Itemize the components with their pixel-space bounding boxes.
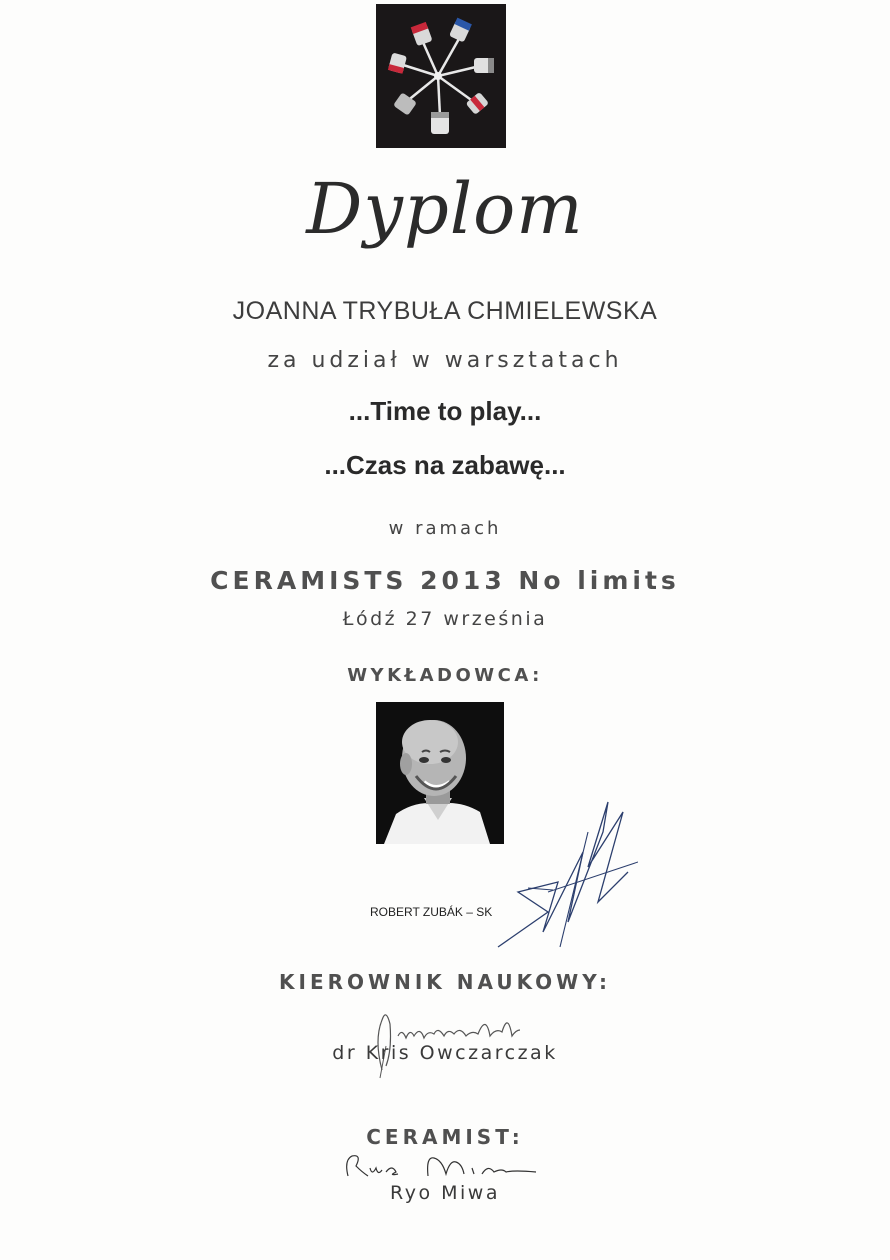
workshop-title-en: ...Time to play...: [348, 396, 542, 426]
lecturer-portrait-photo: [376, 702, 504, 844]
place-date: Łódź 27 września: [342, 608, 548, 630]
within-text: w ramach: [388, 518, 502, 539]
ceramist-label: CERAMIST:: [366, 1125, 524, 1149]
participation-text: za udział w warsztatach: [267, 348, 623, 373]
event-name: CERAMISTS 2013 No limits: [210, 566, 680, 595]
ceramics-logo: [376, 4, 506, 148]
scientific-head-name: dr Kris Owczarczak: [332, 1042, 558, 1064]
lecturer-label: WYKŁADOWCA:: [347, 665, 543, 686]
diploma-title: Dyplom: [306, 168, 584, 250]
ceramist-signature: [342, 1146, 542, 1186]
lecturer-signature: [488, 792, 638, 962]
lecturer-name: ROBERT ZUBÁK – SK: [370, 905, 493, 919]
recipient-name: JOANNA TRYBUŁA CHMIELEWSKA: [232, 297, 658, 325]
ceramist-name: Ryo Miwa: [390, 1182, 500, 1204]
workshop-title-pl: ...Czas na zabawę...: [324, 450, 566, 480]
scientific-head-label: KIEROWNIK NAUKOWY:: [279, 970, 611, 994]
ceramics-jars-star-icon: [376, 4, 506, 148]
scientific-head-signature: [368, 1000, 528, 1080]
